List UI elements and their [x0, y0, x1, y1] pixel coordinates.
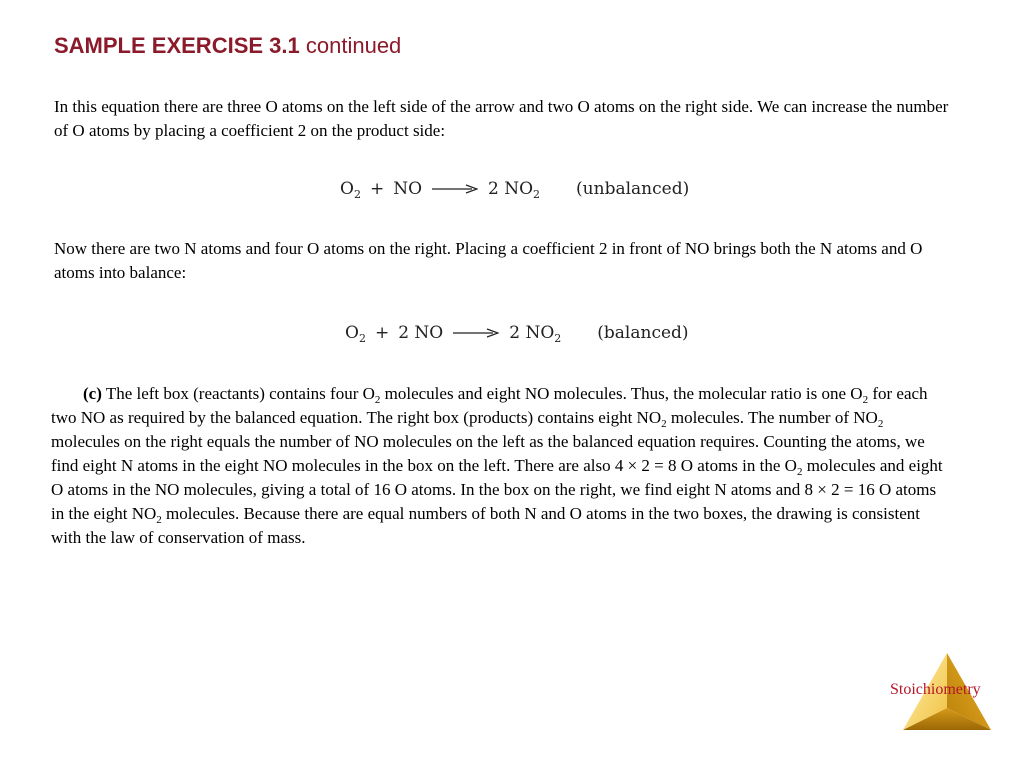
reaction-arrow-icon	[432, 182, 478, 196]
title-main: SAMPLE EXERCISE 3.1	[54, 33, 300, 58]
eq1-reactant-no: NO	[393, 179, 422, 199]
eq1-reactant-o2: $O_2$	[340, 179, 361, 201]
eq2-plus: +	[374, 323, 390, 343]
title-suffix: continued	[305, 33, 402, 58]
eq2-product-no2: 2 $NO_2$	[509, 323, 562, 345]
eq1-status-note: (unbalanced)	[576, 179, 690, 199]
paragraph-intro: In this equation there are three O atoms on the left side of the arrow and two O atoms on the right side. We can increase the number of O atoms by placing a coefficient 2 on the product side:	[54, 97, 949, 140]
eq2-status-note: (balanced)	[597, 323, 689, 343]
paragraph-balance: Now there are two N atoms and four O atoms on the right. Placing a coefficient 2 in front of NO brings both the N atoms and O atoms into balance:	[54, 239, 923, 282]
eq1-plus: +	[369, 179, 385, 199]
equation-unbalanced	[340, 174, 689, 204]
reaction-arrow-icon	[453, 326, 499, 340]
eq2-reactant-o2: $O_2$	[345, 323, 366, 345]
footer-topic-label: Stoichiometry	[890, 681, 981, 698]
equation-balanced	[345, 318, 689, 348]
part-c-label: (c)	[83, 384, 102, 403]
eq2-reactant-2no: 2 NO	[398, 323, 444, 343]
paragraph-part-c: (c) The left box (reactants) contains four $O_2$ molecules and eight NO molecules. Thus, the molecular ratio is one $O_2$ for each two NO as required by the balanced equation. The right box (products) contains eight $NO_2$ molecules. The number of $NO_2$ molecules on the right equals the number of NO molecules on the left as the balanced equation requires. Counting the atoms, we find eight N atoms in the eight NO molecules in the box on the left. There are also 4 × 2 = 8 O atoms in the $O_2$ molecules and eight O atoms in the NO molecules, giving a total of 16 O atoms. In the box on the right, we find eight N atoms and 8 × 2 = 16 O atoms in the eight $NO_2$ molecules. Because there are equal numbers of both N and O atoms in the two boxes, the drawing is consistent with the law of conservation of mass.	[51, 384, 943, 547]
slide-title	[54, 33, 401, 59]
eq1-product-no2: 2 $NO_2$	[488, 179, 541, 201]
